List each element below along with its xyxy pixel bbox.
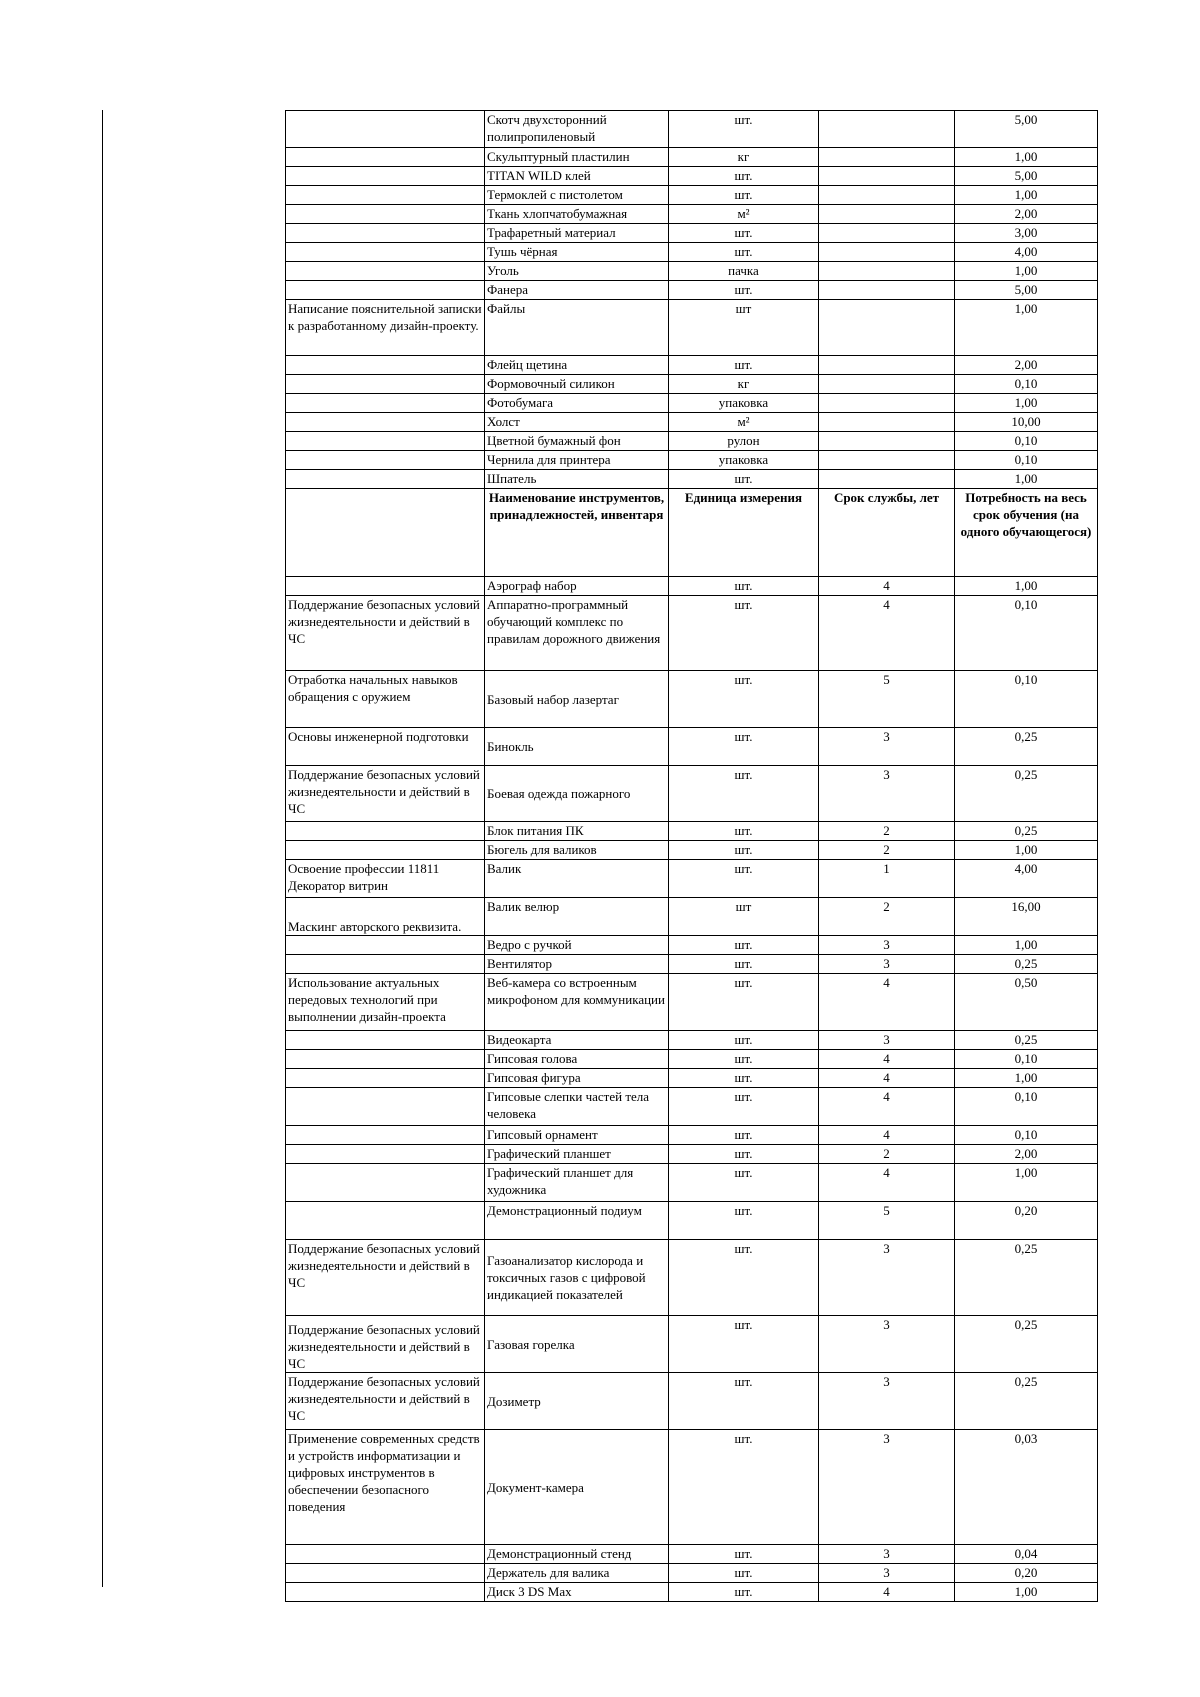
cell-need: 2,00 [955,1145,1098,1164]
cell-name: Чернила для принтера [485,451,669,470]
table-row [286,596,1098,671]
cell-need: 0,25 [955,1316,1098,1373]
cell-area: Освоение профессии 11811 Декоратор витрин [286,860,485,898]
table-row [286,822,1098,841]
cell-need: 0,25 [955,766,1098,822]
cell-life: 3 [819,1316,955,1373]
cell-unit: шт. [669,1050,819,1069]
cell-life [819,205,955,224]
cell-need: 1,00 [955,841,1098,860]
table-row [286,1430,1098,1545]
cell-area [286,205,485,224]
table-header-row [286,489,1098,577]
equipment-table [285,110,1098,1602]
cell-life [819,262,955,281]
table-row [286,728,1098,766]
cell-area [286,470,485,489]
equipment-table-body [286,111,1098,1602]
cell-need: 1,00 [955,148,1098,167]
cell-unit: шт. [669,936,819,955]
cell-life: 4 [819,1583,955,1602]
cell-need: 0,10 [955,375,1098,394]
cell-unit: кг [669,148,819,167]
cell-area [286,413,485,432]
cell-need: 0,50 [955,974,1098,1031]
cell-need: 1,00 [955,186,1098,205]
cell-need: 0,25 [955,1373,1098,1430]
cell-name: Тушь чёрная [485,243,669,262]
cell-need: 1,00 [955,1164,1098,1202]
cell-name: Валик велюр [485,898,669,936]
cell-area [286,167,485,186]
cell-need: 0,10 [955,451,1098,470]
table-row [286,224,1098,243]
cell-name: Документ-камера [485,1430,669,1545]
cell-area [286,262,485,281]
cell-unit: шт. [669,1316,819,1373]
cell-life: 4 [819,596,955,671]
cell-life [819,281,955,300]
cell-name: Держатель для валика [485,1564,669,1583]
cell-name: Цветной бумажный фон [485,432,669,451]
cell-unit: м² [669,413,819,432]
table-row [286,577,1098,596]
cell-need: 0,04 [955,1545,1098,1564]
cell-need: 10,00 [955,413,1098,432]
table-row [286,974,1098,1031]
table-row [286,936,1098,955]
cell-area [286,1202,485,1240]
cell-life: 5 [819,671,955,728]
cell-name: Файлы [485,300,669,356]
cell-life: 4 [819,1069,955,1088]
cell-need: 1,00 [955,577,1098,596]
cell-unit: шт. [669,1164,819,1202]
cell-name: Ведро с ручкой [485,936,669,955]
cell-unit: шт [669,300,819,356]
cell-area: Основы инженерной подготовки [286,728,485,766]
cell-unit: шт. [669,1088,819,1126]
cell-name: Трафаретный материал [485,224,669,243]
cell-life [819,224,955,243]
cell-unit: шт. [669,1373,819,1430]
cell-name: Гипсовый орнамент [485,1126,669,1145]
cell-unit: шт. [669,243,819,262]
table-row [286,1202,1098,1240]
cell-life: 4 [819,577,955,596]
cell-name: Скотч двухсторонний полипропиленовый [485,111,669,148]
cell-need: 2,00 [955,205,1098,224]
cell-area [286,841,485,860]
cell-name: Гипсовая голова [485,1050,669,1069]
cell-need: 0,10 [955,671,1098,728]
cell-life: 3 [819,766,955,822]
cell-area: Написание пояснительной записки к разработанному дизайн-проекту. [286,300,485,356]
cell-unit: шт. [669,728,819,766]
cell-name: Холст [485,413,669,432]
cell-name: Веб-камера со встроенным микрофоном для коммуникации [485,974,669,1031]
cell-area [286,1050,485,1069]
cell-need: 0,10 [955,1050,1098,1069]
header-cell-name: Наименование инструментов, принадлежностей, инвентаря [485,489,669,577]
table-row [286,1545,1098,1564]
cell-name: Гипсовая фигура [485,1069,669,1088]
cell-area [286,375,485,394]
cell-area: Поддержание безопасных условий жизнедеятельности и действий в ЧС [286,1240,485,1316]
cell-unit: шт. [669,1583,819,1602]
cell-name: Графический планшет [485,1145,669,1164]
cell-name: Гипсовые слепки частей тела человека [485,1088,669,1126]
cell-need: 0,25 [955,955,1098,974]
table-row [286,470,1098,489]
cell-name: Формовочный силикон [485,375,669,394]
cell-life: 4 [819,1088,955,1126]
cell-life [819,394,955,413]
cell-life: 3 [819,936,955,955]
cell-name: Демонстрационный стенд [485,1545,669,1564]
cell-name: Вентилятор [485,955,669,974]
table-row [286,451,1098,470]
cell-area [286,224,485,243]
cell-area [286,1088,485,1126]
cell-area [286,432,485,451]
cell-need: 4,00 [955,860,1098,898]
cell-area [286,955,485,974]
cell-area: Поддержание безопасных условий жизнедеятельности и действий в ЧС [286,596,485,671]
cell-name: Дозиметр [485,1373,669,1430]
cell-area [286,1145,485,1164]
cell-unit: шт. [669,224,819,243]
cell-unit: шт. [669,111,819,148]
table-row [286,375,1098,394]
cell-life [819,375,955,394]
cell-unit: шт. [669,356,819,375]
cell-area [286,1031,485,1050]
cell-area [286,111,485,148]
cell-need: 0,25 [955,728,1098,766]
cell-area [286,451,485,470]
cell-unit: рулон [669,432,819,451]
cell-name: Флейц щетина [485,356,669,375]
cell-need: 5,00 [955,167,1098,186]
cell-unit: шт. [669,955,819,974]
cell-need: 4,00 [955,243,1098,262]
cell-unit: шт. [669,281,819,300]
cell-name: TITAN WILD клей [485,167,669,186]
cell-life [819,356,955,375]
cell-area [286,1583,485,1602]
cell-area [286,356,485,375]
cell-name: Фотобумага [485,394,669,413]
cell-need: 0,10 [955,1088,1098,1126]
cell-unit: шт. [669,841,819,860]
table-row [286,111,1098,148]
table-row [286,356,1098,375]
cell-need: 2,00 [955,356,1098,375]
table-row [286,898,1098,936]
table-row [286,413,1098,432]
cell-name: Базовый набор лазертаг [485,671,669,728]
cell-life: 4 [819,1126,955,1145]
cell-unit: пачка [669,262,819,281]
cell-life [819,243,955,262]
table-row [286,1069,1098,1088]
table-row [286,841,1098,860]
cell-life: 2 [819,898,955,936]
cell-life: 2 [819,822,955,841]
cell-need: 1,00 [955,262,1098,281]
cell-need: 0,20 [955,1564,1098,1583]
cell-area: Поддержание безопасных условий жизнедеятельности и действий в ЧС [286,1316,485,1373]
cell-need: 0,20 [955,1202,1098,1240]
cell-life: 3 [819,1564,955,1583]
cell-name: Фанера [485,281,669,300]
table-row [286,955,1098,974]
cell-life [819,300,955,356]
cell-life [819,470,955,489]
table-row [286,262,1098,281]
cell-unit: шт. [669,671,819,728]
table-row [286,766,1098,822]
cell-need: 0,10 [955,432,1098,451]
cell-area: Поддержание безопасных условий жизнедеятельности и действий в ЧС [286,766,485,822]
cell-life: 3 [819,1545,955,1564]
cell-unit: шт. [669,1031,819,1050]
cell-need: 5,00 [955,281,1098,300]
header-cell-unit: Единица измерения [669,489,819,577]
cell-name: Аэрограф набор [485,577,669,596]
cell-need: 1,00 [955,300,1098,356]
header-cell-life: Срок службы, лет [819,489,955,577]
cell-area [286,394,485,413]
cell-life: 3 [819,1430,955,1545]
cell-area: Использование актуальных передовых технологий при выполнении дизайн-проекта [286,974,485,1031]
cell-life: 5 [819,1202,955,1240]
cell-need: 3,00 [955,224,1098,243]
cell-life: 2 [819,1145,955,1164]
cell-unit: шт. [669,1564,819,1583]
cell-life [819,413,955,432]
cell-unit: шт. [669,974,819,1031]
cell-need: 0,25 [955,1240,1098,1316]
cell-need: 0,10 [955,596,1098,671]
cell-unit: кг [669,375,819,394]
cell-life [819,451,955,470]
table-row [286,394,1098,413]
cell-area [286,1564,485,1583]
cell-unit: шт. [669,860,819,898]
cell-life [819,432,955,451]
cell-life: 4 [819,1050,955,1069]
table-row [286,148,1098,167]
cell-area: Маскинг авторского реквизита. [286,898,485,936]
cell-unit: шт. [669,1240,819,1316]
cell-unit: шт. [669,167,819,186]
table-row [286,1373,1098,1430]
table-row [286,281,1098,300]
cell-need: 0,10 [955,1126,1098,1145]
cell-area [286,577,485,596]
cell-life: 1 [819,860,955,898]
page-margin-line [102,110,103,1587]
cell-name: Графический планшет для художника [485,1164,669,1202]
cell-name: Ткань хлопчатобумажная [485,205,669,224]
table-row [286,1126,1098,1145]
table-row [286,671,1098,728]
cell-unit: шт. [669,1430,819,1545]
table-row [286,432,1098,451]
cell-need: 0,25 [955,1031,1098,1050]
table-row [286,1050,1098,1069]
cell-unit: шт. [669,470,819,489]
table-row [286,167,1098,186]
cell-life: 3 [819,1240,955,1316]
cell-life [819,111,955,148]
table-row [286,1031,1098,1050]
cell-area [286,936,485,955]
header-cell-blank [286,489,485,577]
cell-unit: шт. [669,1202,819,1240]
cell-name: Бинокль [485,728,669,766]
cell-life: 3 [819,955,955,974]
table-row [286,243,1098,262]
cell-name: Аппаратно-программный обучающий комплекс по правилам дорожного движения [485,596,669,671]
table-row [286,1316,1098,1373]
cell-life: 3 [819,1373,955,1430]
cell-unit: шт. [669,1126,819,1145]
cell-area [286,186,485,205]
cell-name: Блок питания ПК [485,822,669,841]
table-row [286,1164,1098,1202]
cell-name: Валик [485,860,669,898]
cell-unit: м² [669,205,819,224]
table-row [286,205,1098,224]
table-row [286,300,1098,356]
cell-need: 1,00 [955,394,1098,413]
cell-name: Уголь [485,262,669,281]
cell-life [819,167,955,186]
table-row [286,860,1098,898]
cell-life [819,148,955,167]
cell-name: Бюгель для валиков [485,841,669,860]
cell-need: 5,00 [955,111,1098,148]
cell-area [286,1545,485,1564]
cell-name: Газовая горелка [485,1316,669,1373]
cell-unit: шт. [669,822,819,841]
cell-life: 4 [819,974,955,1031]
cell-name: Шпатель [485,470,669,489]
cell-unit: шт. [669,596,819,671]
cell-life: 4 [819,1164,955,1202]
cell-need: 0,03 [955,1430,1098,1545]
cell-unit: шт. [669,766,819,822]
cell-need: 0,25 [955,822,1098,841]
cell-area [286,822,485,841]
cell-unit: шт. [669,1545,819,1564]
cell-unit: шт. [669,186,819,205]
cell-name: Диск 3 DS Max [485,1583,669,1602]
table-row [286,1145,1098,1164]
cell-unit: упаковка [669,451,819,470]
cell-name: Демонстрационный подиум [485,1202,669,1240]
cell-area: Отработка начальных навыков обращения с оружием [286,671,485,728]
cell-unit: шт. [669,577,819,596]
table-row [286,1240,1098,1316]
cell-life [819,186,955,205]
cell-name: Боевая одежда пожарного [485,766,669,822]
cell-need: 1,00 [955,1069,1098,1088]
cell-life: 3 [819,728,955,766]
table-row [286,186,1098,205]
cell-unit: упаковка [669,394,819,413]
cell-unit: шт [669,898,819,936]
cell-name: Газоанализатор кислорода и токсичных газов с цифровой индикацией показателей [485,1240,669,1316]
cell-need: 1,00 [955,470,1098,489]
cell-life: 3 [819,1031,955,1050]
cell-area [286,281,485,300]
cell-unit: шт. [669,1145,819,1164]
cell-area [286,148,485,167]
cell-name: Видеокарта [485,1031,669,1050]
cell-name: Скульптурный пластилин [485,148,669,167]
table-row [286,1088,1098,1126]
cell-area [286,1126,485,1145]
cell-unit: шт. [669,1069,819,1088]
header-cell-need: Потребность на весь срок обучения (на одного обучающегося) [955,489,1098,577]
cell-area: Поддержание безопасных условий жизнедеятельности и действий в ЧС [286,1373,485,1430]
table-row [286,1583,1098,1602]
cell-area: Применение современных средств и устройств информатизации и цифровых инструментов в обеспечении безопасного поведения [286,1430,485,1545]
table-row [286,1564,1098,1583]
cell-life: 2 [819,841,955,860]
cell-area [286,1069,485,1088]
cell-need: 16,00 [955,898,1098,936]
cell-area [286,1164,485,1202]
cell-name: Термоклей с пистолетом [485,186,669,205]
cell-need: 1,00 [955,936,1098,955]
cell-need: 1,00 [955,1583,1098,1602]
cell-area [286,243,485,262]
